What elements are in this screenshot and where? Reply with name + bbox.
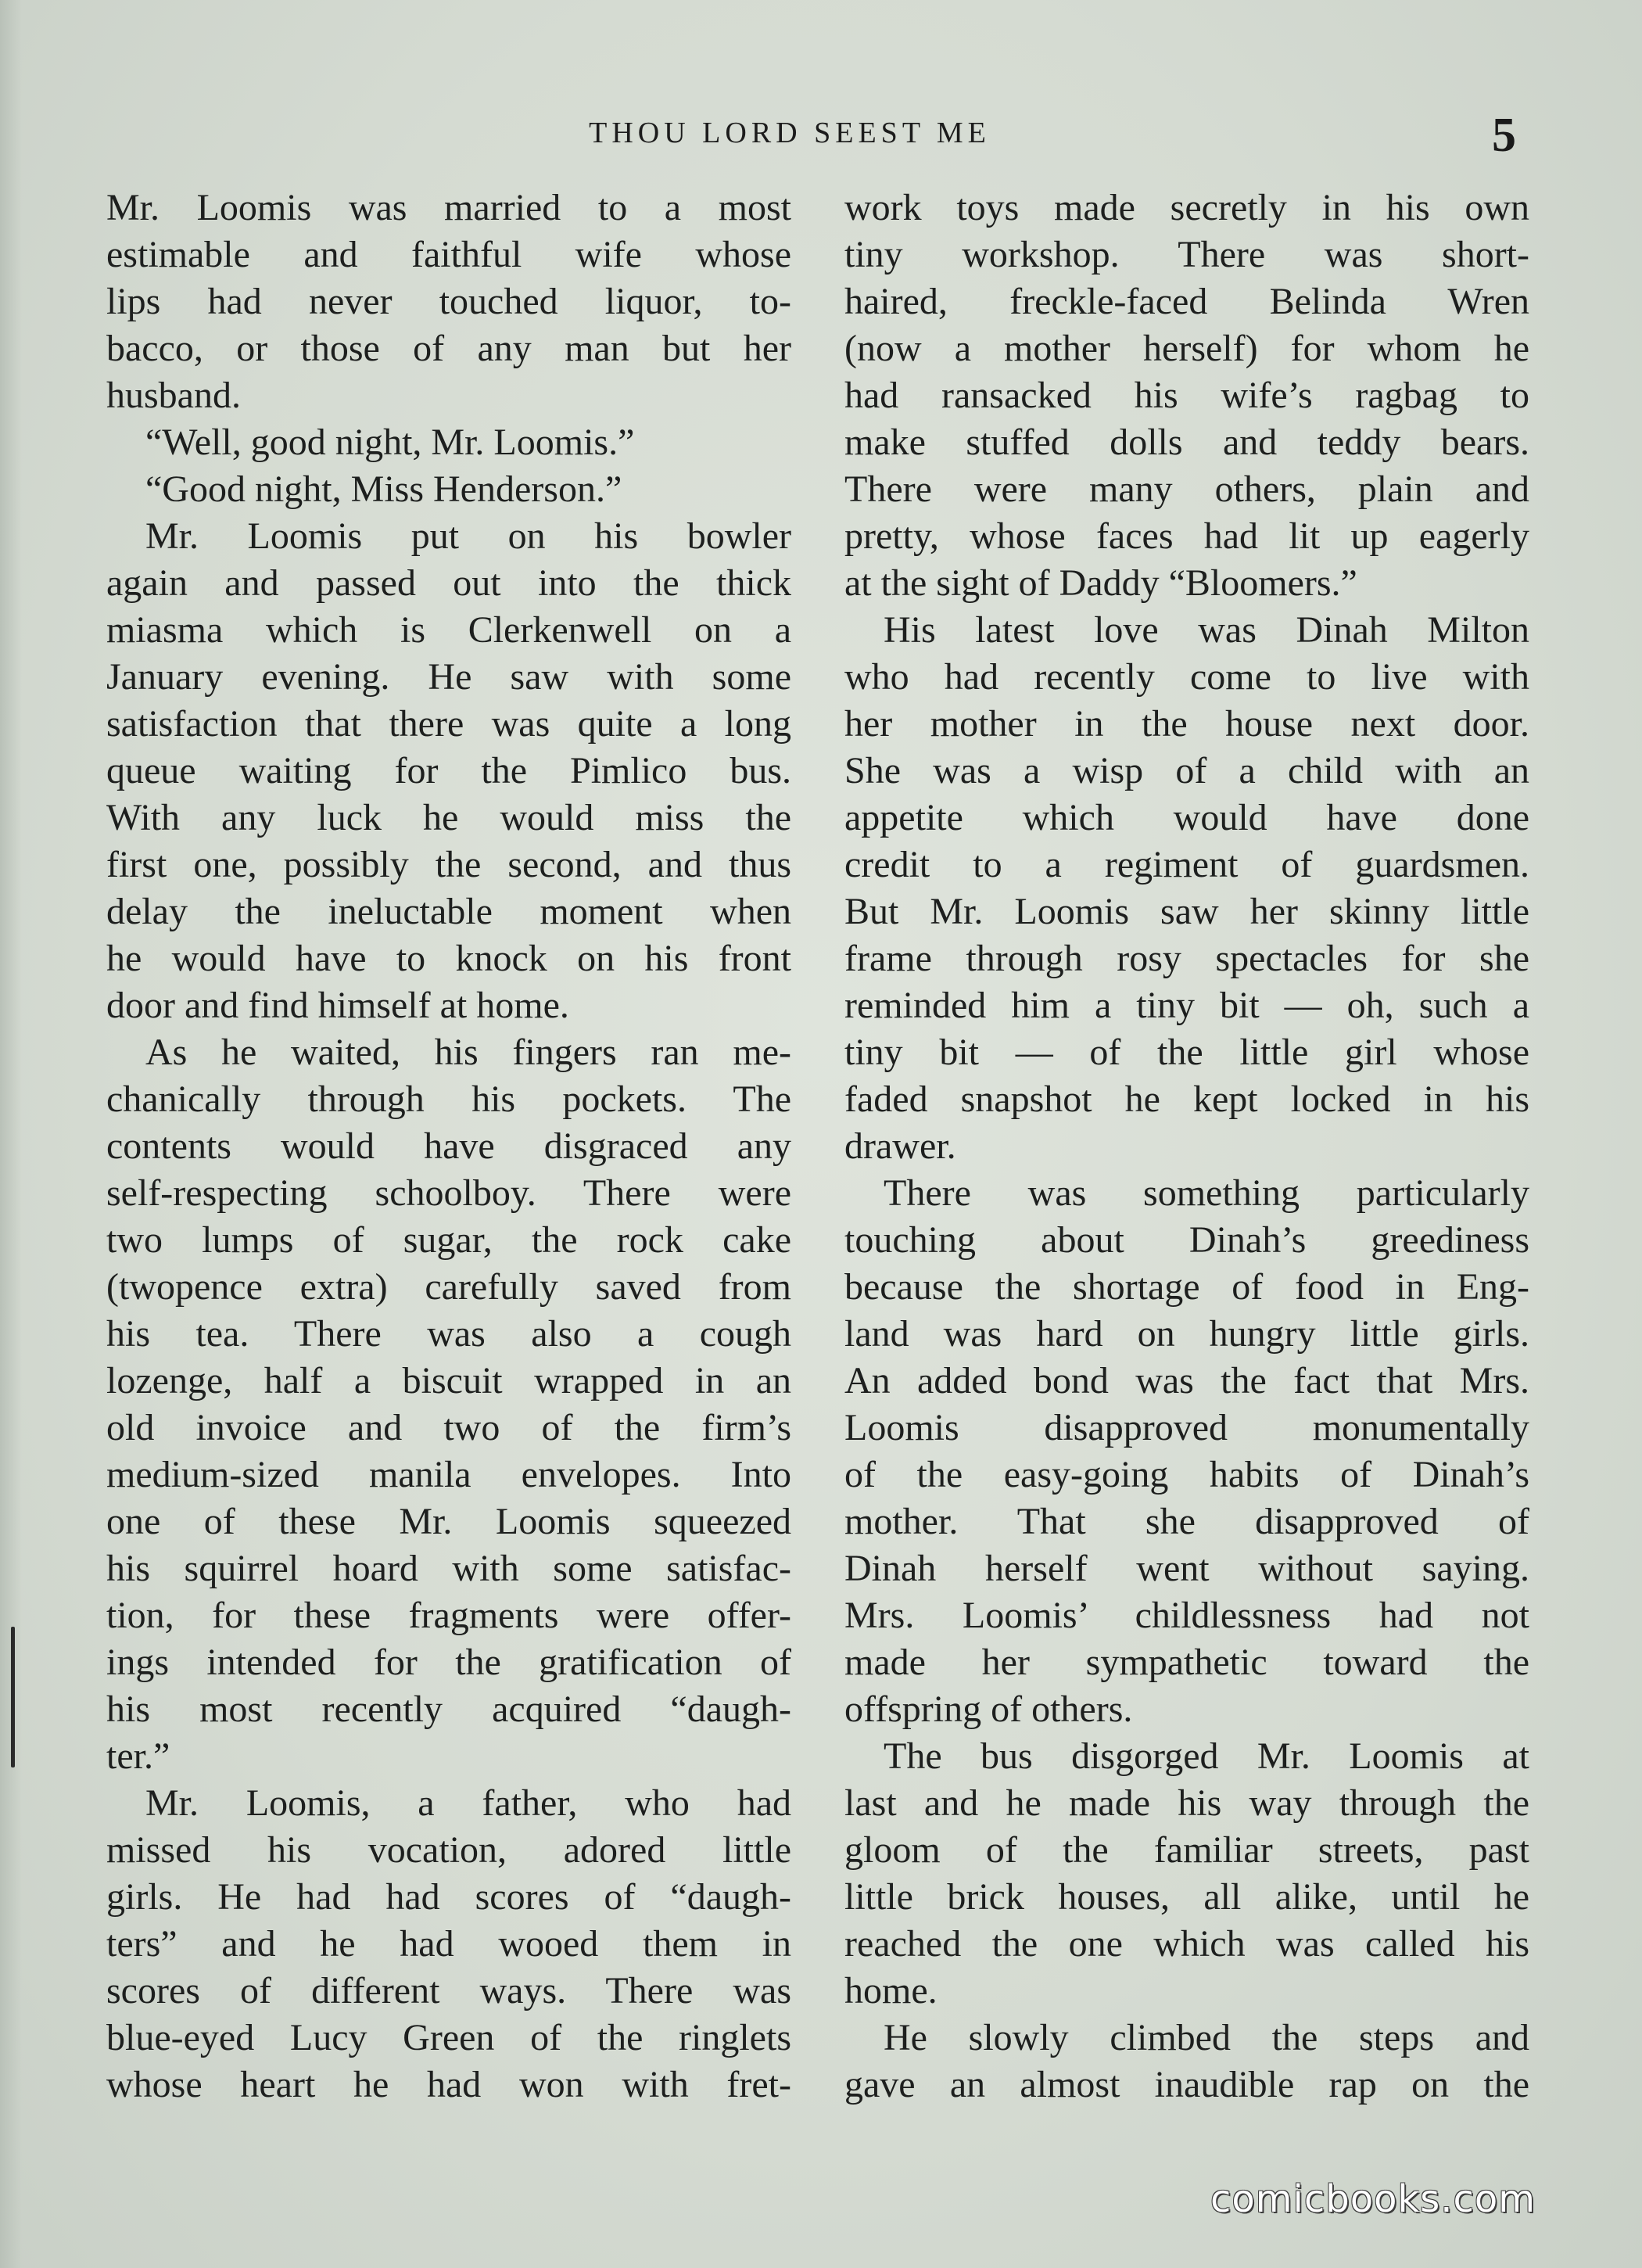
text-line: credit to a regiment of guardsmen. [844,844,1529,885]
text-line: faded snapshot he kept locked in his [844,1078,1529,1120]
text-line: His latest love was Dinah Milton [884,609,1529,651]
text-line: made her sympathetic toward the [844,1642,1529,1683]
text-line: frame through rosy spectacles for she [844,938,1529,979]
text-line: one of these Mr. Loomis squeezed [106,1501,791,1542]
text-line: Mr. Loomis was married to a most [106,187,791,228]
text-line: who had recently come to live with [844,656,1529,698]
text-line: because the shortage of food in Eng- [844,1266,1529,1308]
text-line: “Good night, Miss Henderson.” [145,468,622,510]
text-line: her mother in the house next door. [844,703,1529,745]
page-edge-shadow [0,0,22,2268]
text-line: haired, freckle-faced Belinda Wren [844,281,1529,322]
text-line: of the easy-going habits of Dinah’s [844,1454,1529,1495]
text-line: Loomis disapproved monumentally [844,1407,1529,1448]
text-line: estimable and faithful wife whose [106,234,791,275]
text-line: January evening. He saw with some [106,656,791,698]
text-line: appetite which would have done [844,797,1529,838]
text-line: queue waiting for the Pimlico bus. [106,750,791,791]
text-line: mother. That she disapproved of [844,1501,1529,1542]
text-line: husband. [106,375,241,416]
text-line: tiny bit — of the little girl whose [844,1032,1529,1073]
text-line: There was something particularly [884,1172,1529,1214]
text-line: contents would have disgraced any [106,1125,791,1167]
text-line: lips had never touched liquor, to- [106,281,791,322]
text-line: (twopence extra) carefully saved from [106,1266,791,1308]
text-line: ters” and he had wooed them in [106,1923,791,1965]
text-line: As he waited, his fingers ran me- [145,1032,791,1073]
text-line: girls. He had had scores of “daugh- [106,1876,791,1918]
text-line: again and passed out into the thick [106,562,791,604]
text-line: his squirrel hoard with some satisfac- [106,1548,791,1589]
text-line: old invoice and two of the firm’s [106,1407,791,1448]
text-line: last and he made his way through the [844,1782,1529,1824]
text-column-left [106,185,791,2108]
text-line: bacco, or those of any man but her [106,328,791,369]
page-number: 5 [1492,109,1516,162]
text-line: gave an almost inaudible rap on the [844,2064,1529,2105]
text-line: whose heart he had won with fret- [106,2064,791,2105]
text-line: door and find himself at home. [106,985,569,1026]
text-line: (now a mother herself) for whom he [844,328,1529,369]
text-line: two lumps of sugar, the rock cake [106,1219,791,1261]
text-line: An added bond was the fact that Mrs. [844,1360,1529,1401]
text-line: make stuffed dolls and teddy bears. [844,422,1529,463]
text-line: ings intended for the gratification of [106,1642,791,1683]
text-line: work toys made secretly in his own [844,187,1529,228]
text-line: little brick houses, all alike, until he [844,1876,1529,1918]
text-line: miasma which is Clerkenwell on a [106,609,791,651]
text-line: gloom of the familiar streets, past [844,1829,1529,1871]
text-line: land was hard on hungry little girls. [844,1313,1529,1355]
text-line: There were many others, plain and [844,468,1529,510]
text-line: reminded him a tiny bit — oh, such a [844,985,1529,1026]
watermark-logo: comicbooks.com [1210,2177,1536,2221]
text-line: She was a wisp of a child with an [844,750,1529,791]
text-line: pretty, whose faces had lit up eagerly [844,515,1529,557]
text-line: medium-sized manila envelopes. Into [106,1454,791,1495]
text-line: drawer. [844,1125,956,1167]
text-line: home. [844,1970,938,2011]
text-line: With any luck he would miss the [106,797,791,838]
text-line: tiny workshop. There was short- [844,234,1529,275]
text-line: blue-eyed Lucy Green of the ringlets [106,2017,791,2058]
text-line: self-respecting schoolboy. There were [106,1172,791,1214]
text-line: he would have to knock on his front [106,938,791,979]
running-head: THOU LORD SEEST ME [589,117,991,149]
binding-mark [11,1627,15,1767]
text-line: reached the one which was called his [844,1923,1529,1965]
text-line: had ransacked his wife’s ragbag to [844,375,1529,416]
text-line: missed his vocation, adored little [106,1829,791,1871]
text-line: his tea. There was also a cough [106,1313,791,1355]
text-line: But Mr. Loomis saw her skinny little [844,891,1529,932]
text-line: Dinah herself went without saying. [844,1548,1529,1589]
text-line: ter.” [106,1735,170,1777]
text-line: Mr. Loomis, a father, who had [145,1782,791,1824]
text-line: tion, for these fragments were offer- [106,1595,791,1636]
text-line: “Well, good night, Mr. Loomis.” [145,422,635,463]
text-line: his most recently acquired “daugh- [106,1688,791,1730]
text-line: first one, possibly the second, and thus [106,844,791,885]
text-column-right [844,185,1529,2108]
text-line: delay the ineluctable moment when [106,891,791,932]
text-line: The bus disgorged Mr. Loomis at [884,1735,1529,1777]
text-line: satisfaction that there was quite a long [106,703,791,745]
text-line: scores of different ways. There was [106,1970,791,2011]
text-line: chanically through his pockets. The [106,1078,791,1120]
text-line: He slowly climbed the steps and [884,2017,1529,2058]
text-line: Mrs. Loomis’ childlessness had not [844,1595,1529,1636]
text-line: offspring of others. [844,1688,1133,1730]
text-line: touching about Dinah’s greediness [844,1219,1529,1261]
text-line: lozenge, half a biscuit wrapped in an [106,1360,791,1401]
text-line: Mr. Loomis put on his bowler [145,515,791,557]
text-line: at the sight of Daddy “Bloomers.” [844,562,1357,604]
